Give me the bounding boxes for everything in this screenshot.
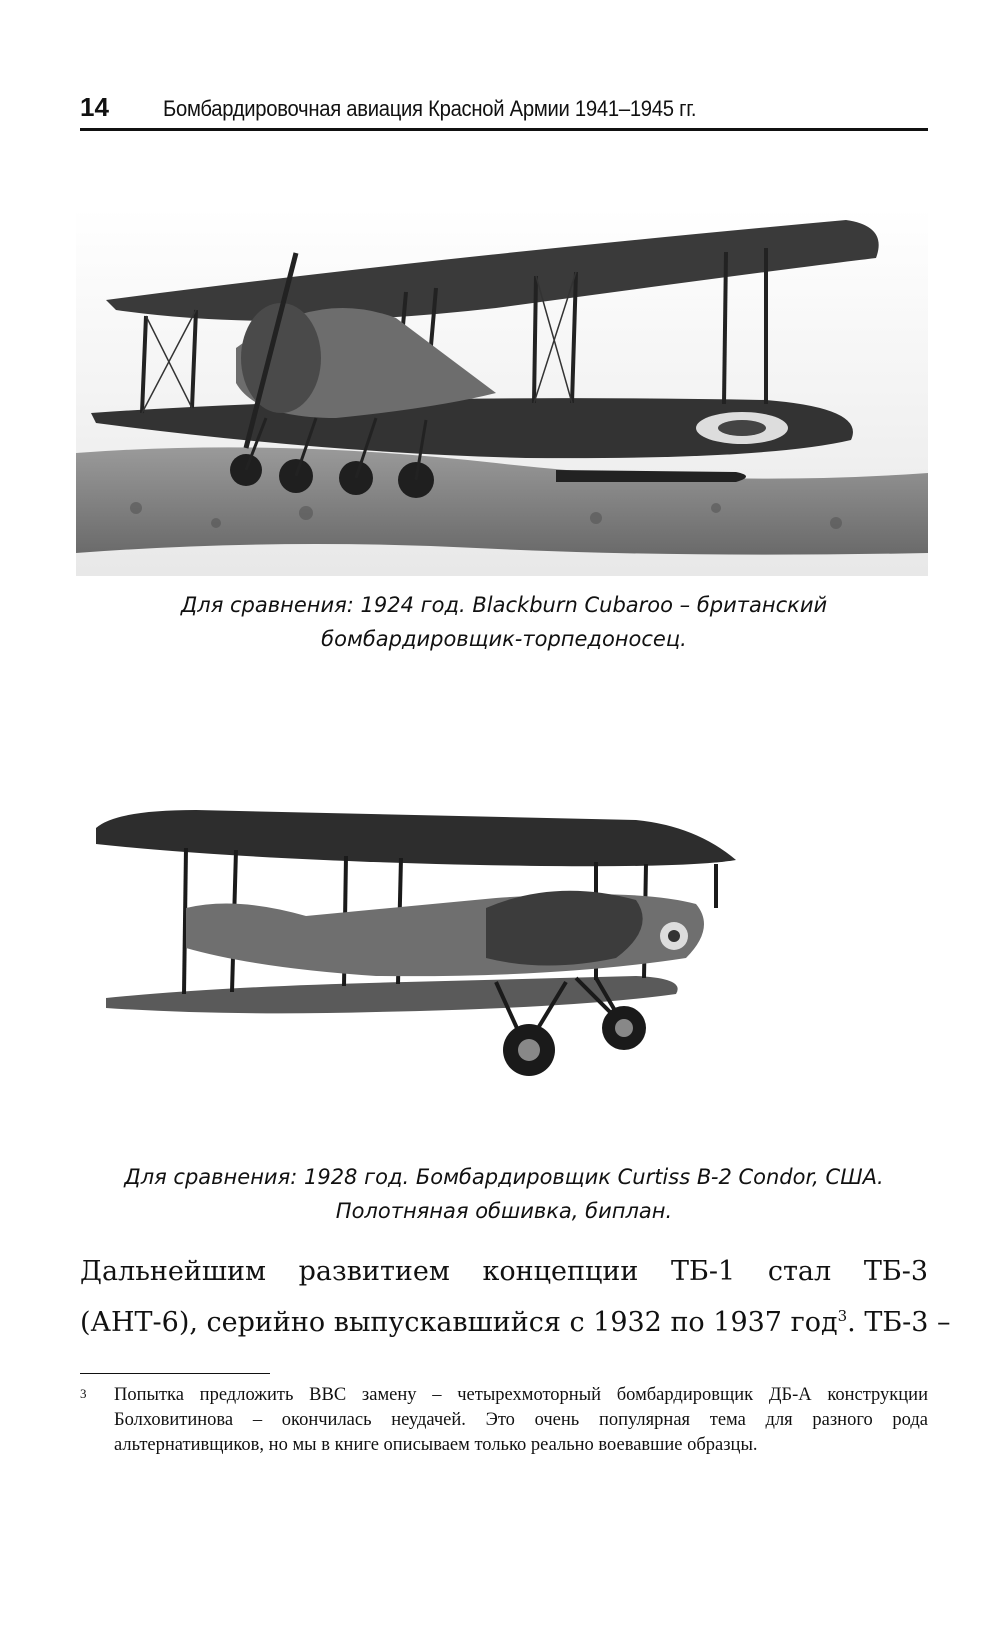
- footnote-text: Попытка предложить ВВС замену – четырехмоторный бомбардировщик ДБ-А конструкции Болховитинова – окончилась неудачей. Это очень популярная тема для разного рода альтернативщиков, но мы в книге описываем только реально воевавшие образцы.: [114, 1385, 928, 1455]
- page-header: [80, 88, 928, 131]
- figure-caption-1: [80, 588, 928, 656]
- body-line-1: Дальнейшим развитием концепции ТБ-1 стал ТБ-3: [80, 1256, 928, 1287]
- footnote: [80, 1383, 928, 1458]
- footnote-mark: 3: [80, 1386, 87, 1401]
- footnote-reference[interactable]: 3: [837, 1307, 848, 1325]
- photo-blackburn-cubaroo: [76, 208, 928, 576]
- figure-caption-2: [80, 1160, 928, 1228]
- footnote-divider: [80, 1373, 270, 1374]
- running-title: Бомбардировочная авиация Красной Армии 1941–1945 гг.: [163, 96, 697, 121]
- caption-1-line-1: Для сравнения: 1924 год. Blackburn Cubaroo – британский: [180, 593, 828, 617]
- caption-1-line-2: бомбардировщик-торпедоносец.: [321, 627, 687, 651]
- photo-curtiss-b2-condor: [76, 798, 928, 1150]
- body-line-2-text: (АНТ-6), серийно выпускавшийся с 1932 по 1937 год: [80, 1307, 838, 1338]
- caption-2-line-1: Для сравнения: 1928 год. Бомбардировщик Curtiss B-2 Condor, США.: [124, 1165, 884, 1189]
- body-paragraph: [80, 1250, 951, 1345]
- body-line-2: [80, 1294, 951, 1345]
- body-line-2-tail: . ТБ-3 –: [847, 1307, 951, 1338]
- biplane-photo-2: [76, 798, 928, 1150]
- biplane-photo-1: [76, 208, 928, 576]
- caption-2-line-2: Полотняная обшивка, биплан.: [335, 1199, 673, 1223]
- page-number: 14: [80, 92, 109, 122]
